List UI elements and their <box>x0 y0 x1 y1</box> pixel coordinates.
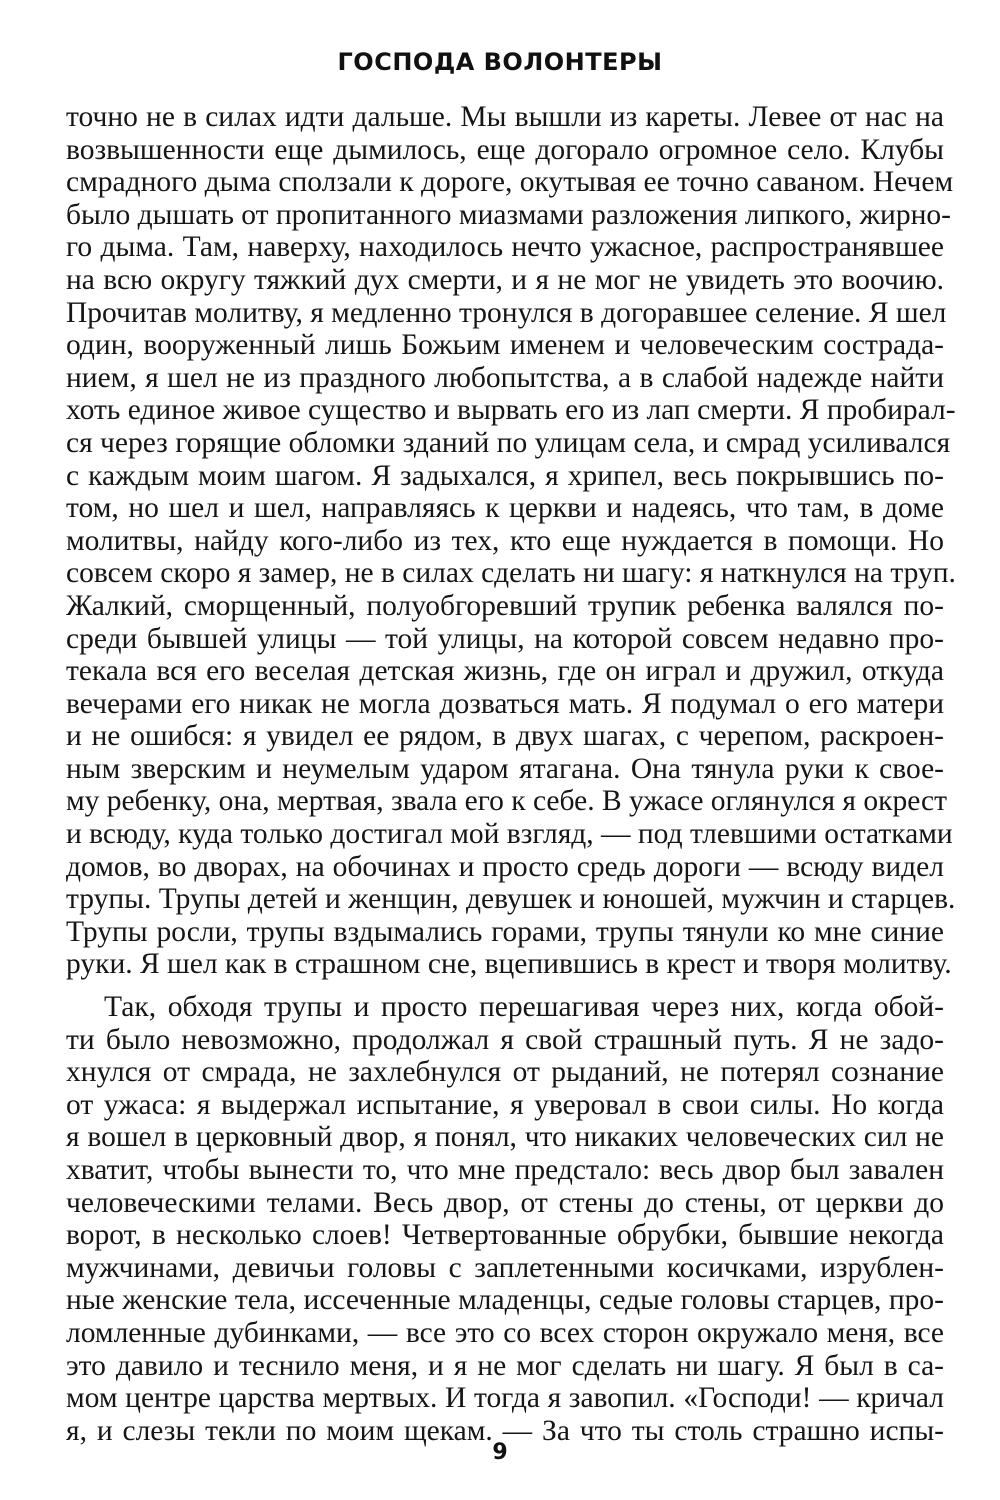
text-line: среди бывшей улицы — той улицы, на которой совсем недавно про- <box>66 622 944 655</box>
text-line: ломленные дубинками, — все это со всех сторон окружало меня, все <box>66 1316 944 1349</box>
paragraph-1 <box>66 101 956 981</box>
text-line: смрадного дыма сползали к дороге, окутывая ее точно саваном. Нечем <box>66 166 954 199</box>
body-text <box>66 101 956 1447</box>
text-line: хоть единое живое существо и вырвать его из лап смерти. Я пробирал- <box>66 394 956 427</box>
text-line: возвышенности еще дымилось, еще догорало огромное село. Клубы <box>66 133 944 166</box>
text-line: Прочитав молитву, я медленно тронулся в догоравшее селение. Я шел <box>66 296 947 329</box>
text-line: му ребенку, она, мертвая, звала его к себе. В ужасе оглянулся я окрест <box>66 785 948 818</box>
text-line: ворот, в несколько слоев! Четвертованные обрубки, бывшие некогда <box>66 1219 944 1252</box>
text-line: го дыма. Там, наверху, находилось нечто ужасное, распространявшее <box>66 231 944 264</box>
text-line: человеческими телами. Весь двор, от стены до стены, от церкви до <box>66 1186 944 1219</box>
text-line: мом центре царства мертвых. И тогда я завопил. «Господи! — кричал <box>66 1382 944 1415</box>
paragraph-2 <box>66 991 944 1447</box>
text-line: хнулся от смрада, не захлебнулся от рыданий, не потерял сознание <box>66 1056 944 1089</box>
text-line: на всю округу тяжкий дух смерти, и я не мог не увидеть это воочию. <box>66 263 944 296</box>
text-line: и не ошибся: я увидел ее рядом, в двух шагах, с черепом, раскроен- <box>66 720 944 753</box>
text-line: трупы. Трупы детей и женщин, девушек и юношей, мужчин и старцев. <box>66 883 956 916</box>
text-line: хватит, чтобы вынести то, что мне предстало: весь двор был завален <box>66 1154 944 1186</box>
text-line: том, но шел и шел, направляясь к церкви и надеясь, что там, в доме <box>66 492 944 525</box>
text-line: и всюду, куда только достигал мой взгляд, — под тлевшими остатками <box>66 818 953 851</box>
text-line: я, и слезы текли по моим щекам. — За что ты столь страшно испы- <box>66 1414 944 1447</box>
text-line: один, вооруженный лишь Божьим именем и человеческим сострада- <box>66 329 944 362</box>
text-line: руки. Я шел как в страшном сне, вцепившись в крест и творя молитву. <box>66 948 952 981</box>
text-line: я вошел в церковный двор, я понял, что никаких человеческих сил не <box>66 1121 944 1154</box>
text-line: ти было невозможно, продолжал я свой страшный путь. Я не задо- <box>66 1023 944 1056</box>
text-line: текала вся его веселая детская жизнь, где он играл и дружил, откуда <box>66 655 944 688</box>
text-line: точно не в силах идти дальше. Мы вышли из кареты. Левее от нас на <box>66 101 944 133</box>
text-line: нием, я шел не из праздного любопытства, а в слабой надежде найти <box>66 361 944 394</box>
text-line: ся через горящие обломки зданий по улицам села, и смрад усиливался <box>66 426 951 459</box>
text-line: совсем скоро я замер, не в силах сделать ни шагу: я наткнулся на труп. <box>66 557 956 590</box>
text-line: ным зверским и неумелым ударом ятагана. Она тянула руки к свое- <box>66 752 944 785</box>
text-line: Трупы росли, трупы вздымались горами, трупы тянули ко мне синие <box>66 915 944 948</box>
text-line: было дышать от пропитанного миазмами разложения липкого, жирно- <box>66 198 951 231</box>
text-line: мужчинами, девичьи головы с заплетенными косичками, изрублен- <box>66 1251 944 1284</box>
text-line: ные женские тела, иссеченные младенцы, седые головы старцев, про- <box>66 1284 944 1317</box>
text-line: Так, обходя трупы и просто перешагивая через них, когда обой- <box>104 991 944 1024</box>
text-line: домов, во дворах, на обочинах и просто средь дороги — всюду видел <box>66 850 944 883</box>
running-header: ГОСПОДА ВОЛОНТЕРЫ <box>337 48 663 76</box>
text-line: Жалкий, сморщенный, полуобгоревший трупик ребенка валялся по- <box>66 589 944 622</box>
text-line: это давило и теснило меня, и я не мог сделать ни шагу. Я был в са- <box>66 1349 944 1382</box>
paragraph-gap <box>66 981 944 991</box>
text-line: от ужаса: я выдержал испытание, я уверовал в свои силы. Но когда <box>66 1088 944 1121</box>
text-line: вечерами его никак не могла дозваться мать. Я подумал о его матери <box>66 687 944 720</box>
page-number: 9 <box>492 1440 508 1465</box>
text-line: с каждым моим шагом. Я задыхался, я хрипел, весь покрывшись по- <box>66 459 944 492</box>
text-line: молитвы, найду кого-либо из тех, кто еще нуждается в помощи. Но <box>66 524 944 557</box>
